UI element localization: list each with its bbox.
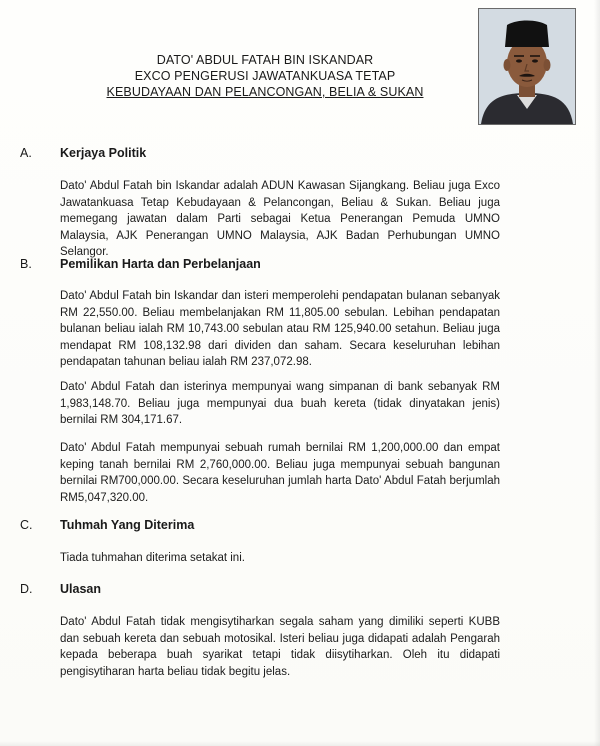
section-d-letter: D. — [20, 582, 33, 596]
section-b-letter: B. — [20, 257, 32, 271]
header-name: DATO' ABDUL FATAH BIN ISKANDAR — [156, 53, 374, 67]
header-position: EXCO PENGERUSI JAWATANKUASA TETAP — [134, 69, 396, 83]
section-a-letter: A. — [20, 146, 32, 160]
section-b-paragraph-1: Dato' Abdul Fatah bin Iskandar dan isteri memperolehi pendapatan bulanan sebanyak RM 22,550.00. Beliau membelanjakan RM 11,805.00 sebulan. Lebihan pendapatan bulanan beliau ialah RM 10,743.00 sebulan atau RM 125,940.00 setahun. Beliau juga mendapat RM 108,132.98 dari dividen dan saham. Secara keseluruhan lebihan pendapatan tahunan beliau ialah RM 237,072.98. — [60, 290, 500, 368]
section-b-title: Pemilikan Harta dan Perbelanjaan — [60, 257, 261, 271]
scan-edge-shadow — [594, 0, 600, 746]
section-c-letter: C. — [20, 518, 33, 532]
section-d-paragraph: Dato' Abdul Fatah tidak mengisytiharkan segala saham yang dimiliki seperti KUBB dan sebuah kereta dan sebuah motosikal. Isteri beliau juga didapati adalah Pengarah kepada beberapa buah syarikat tetapi tidak diisytiharkan. Oleh itu didapati pengisytiharan harta beliau tidak begitu jelas. — [60, 616, 500, 678]
section-a-title: Kerjaya Politik — [60, 146, 147, 160]
section-c-title: Tuhmah Yang Diterima — [60, 518, 195, 532]
section-c-paragraph: Tiada tuhmahan diterima setakat ini. — [60, 552, 245, 564]
scan-bottom-shadow — [0, 741, 600, 746]
section-b-paragraph-3: Dato' Abdul Fatah mempunyai sebuah rumah bernilai RM 1,200,000.00 dan empat keping tanah bernilai RM 2,760,000.00. Beliau juga mempunyai sebuah bangunan bernilai RM700,000.00. Secara keseluruhan jumlah harta Dato' Abdul Fatah berjumlah RM5,047,320.00. — [60, 442, 500, 504]
section-a-paragraph: Dato' Abdul Fatah bin Iskandar adalah ADUN Kawasan Sijangkang. Beliau juga Exco Jawatankuasa Tetap Kebudayaan & Pelancongan, Beliau & Sukan. Beliau juga memegang jawatan dalam Parti sebagai Ketua Penerangan Pemuda UMNO Malaysia, AJK Penerangan UMNO Malaysia, AJK Badan Perhubungan UMNO Selangor. — [60, 180, 500, 258]
section-b-paragraph-2: Dato' Abdul Fatah dan isterinya mempunyai wang simpanan di bank sebanyak RM 1,983,148.70. Beliau juga mempunyai dua buah kereta (tidak dinyatakan jenis) bernilai RM 304,171.67. — [60, 381, 500, 426]
section-d-title: Ulasan — [60, 582, 101, 596]
portrait-photo — [478, 8, 576, 125]
document-header — [100, 52, 430, 100]
portrait-illustration — [479, 9, 575, 124]
header-portfolio: KEBUDAYAAN DAN PELANCONGAN, BELIA & SUKAN — [106, 85, 424, 99]
